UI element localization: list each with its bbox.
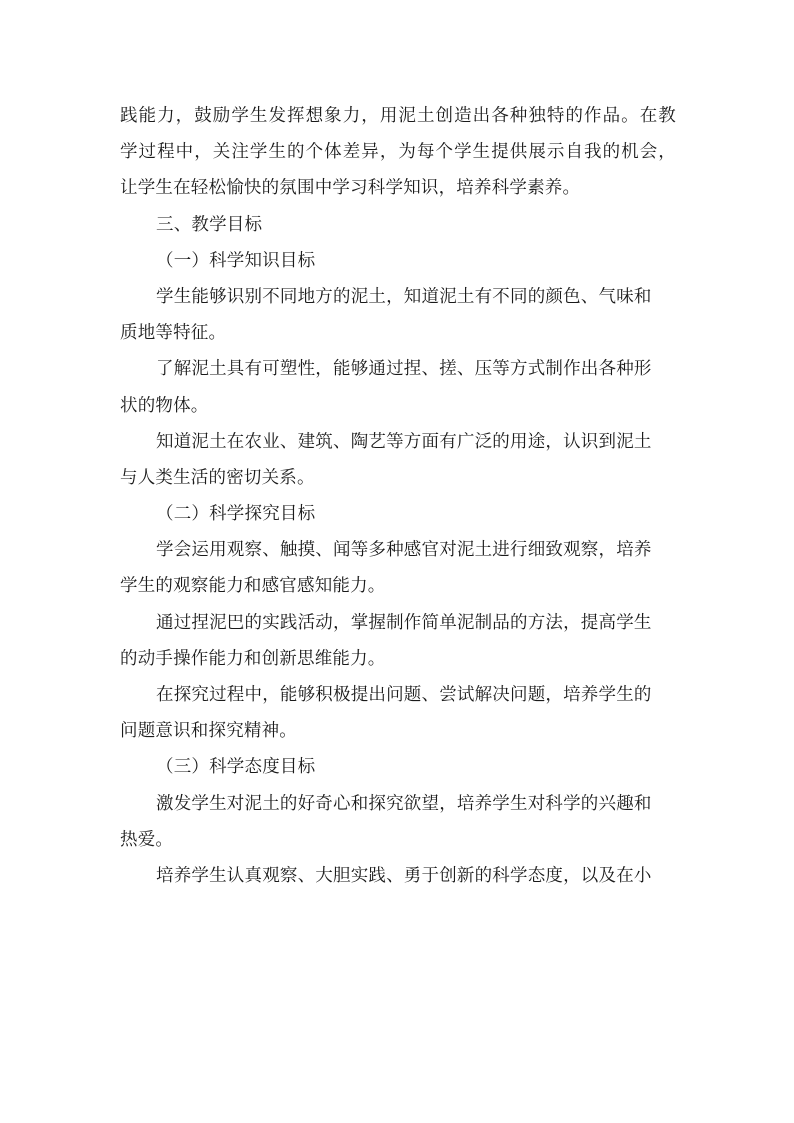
subsection-heading: （一）科学知识目标 (156, 250, 316, 271)
paragraph-line: 学生能够识别不同地方的泥土，知道泥土有不同的颜色、气味和 (156, 286, 652, 307)
paragraph-line: 学会运用观察、触摸、闻等多种感官对泥土进行细致观察，培养 (156, 540, 652, 561)
subsection-heading: （三）科学态度目标 (156, 757, 316, 778)
paragraph-line: 激发学生对泥土的好奇心和探究欲望，培养学生对科学的兴趣和 (156, 793, 652, 814)
paragraph-line: 的动手操作能力和创新思维能力。 (120, 648, 386, 669)
document-body (120, 98, 676, 894)
paragraph-line: 知道泥土在农业、建筑、陶艺等方面有广泛的用途，认识到泥土 (156, 431, 652, 452)
subsection-heading: （二）科学探究目标 (156, 504, 316, 525)
paragraph-line: 在探究过程中，能够积极提出问题、尝试解决问题，培养学生的 (156, 685, 652, 705)
paragraph-line: 了解泥土具有可塑性，能够通过捏、搓、压等方式制作出各种形 (156, 359, 652, 380)
paragraph-line: 状的物体。 (120, 395, 209, 416)
section-heading: 三、教学目标 (156, 214, 263, 235)
paragraph-line: 践能力，鼓励学生发挥想象力，用泥土创造出各种独特的作品。在教 (120, 106, 676, 126)
paragraph-line: 与人类生活的密切关系。 (120, 467, 315, 488)
paragraph-line: 问题意识和探究精神。 (120, 721, 297, 742)
paragraph-line: 热爱。 (120, 829, 174, 850)
paragraph-line: 通过捏泥巴的实践活动，掌握制作简单泥制品的方法，提高学生 (156, 612, 652, 633)
paragraph-line: 质地等特征。 (120, 323, 227, 344)
paragraph-line: 培养学生认真观察、大胆实践、勇于创新的科学态度，以及在小 (156, 865, 652, 886)
paragraph-line: 学生的观察能力和感官感知能力。 (120, 576, 386, 597)
paragraph-line: 让学生在轻松愉快的氛围中学习科学知识，培养科学素养。 (120, 178, 581, 199)
paragraph-line: 学过程中，关注学生的个体差异，为每个学生提供展示自我的机会， (120, 142, 676, 163)
